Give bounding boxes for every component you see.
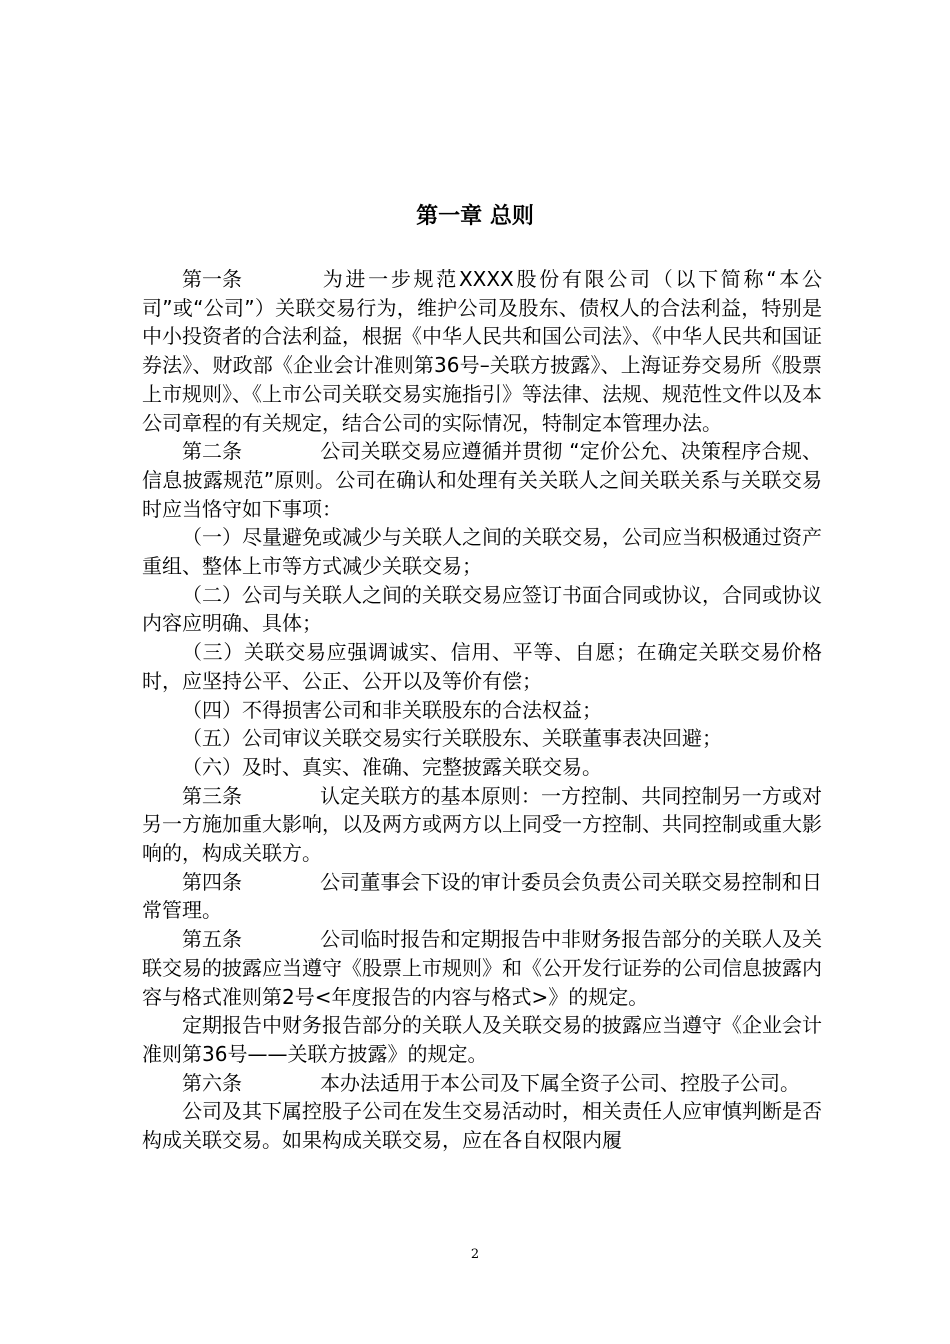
paragraph-text: （二）公司与关联人之间的关联交易应签订书面合同或协议，合同或协议内容应明确、具体；	[142, 582, 822, 636]
paragraph-text: 公司及其下属控股子公司在发生交易活动时，相关责任人应审慎判断是否构成关联交易。如果构成关联交易，应在各自权限内履	[142, 1099, 822, 1153]
article-paragraph	[142, 265, 822, 437]
list-paragraph	[142, 638, 822, 695]
article-label: 第三条	[182, 783, 242, 808]
page-number: 2	[470, 1247, 480, 1262]
article-label: 第四条	[182, 869, 242, 894]
article-label: 第一条	[182, 267, 242, 291]
paragraph-text: （三）关联交易应强调诚实、信用、平等、自愿；在确定关联交易价格时，应坚持公平、公正、公开以及等价有偿；	[142, 640, 822, 693]
list-paragraph	[142, 581, 822, 638]
article-label: 第五条	[182, 927, 242, 952]
list-paragraph	[142, 696, 822, 725]
list-paragraph	[142, 724, 822, 753]
article-paragraph	[142, 437, 822, 523]
paragraph-text: 定期报告中财务报告部分的关联人及关联交易的披露应当遵守《企业会计准则第36号——关联方披露》的规定。	[142, 1013, 822, 1066]
list-paragraph	[142, 523, 822, 580]
article-label: 第六条	[182, 1070, 242, 1095]
paragraph-text: 公司关联交易应遵循并贯彻 “定价公允、决策程序合规、信息披露规范”原则。公司在确认和处理有关关联人之间关联关系与关联交易时应当恪守如下事项：	[142, 439, 822, 521]
paragraph-text: 认定关联方的基本原则：一方控制、共同控制另一方或对另一方施加重大影响，以及两方或两方以上同受一方控制、共同控制或重大影响的，构成关联方。	[142, 783, 822, 866]
article-paragraph	[142, 925, 822, 1011]
paragraph-text: 公司临时报告和定期报告中非财务报告部分的关联人及关联交易的披露应当遵守《股票上市规则》和《公开发行证券的公司信息披露内容与格式准则第2号<年度报告的内容与格式>》的规定。	[142, 927, 822, 1009]
paragraph-text: （四）不得损害公司和非关联股东的合法权益；	[182, 697, 602, 722]
article-paragraph	[142, 1069, 822, 1098]
chapter-title: 第一章 总则	[416, 204, 534, 229]
plain-paragraph	[142, 1011, 822, 1068]
article-label: 第二条	[182, 439, 242, 464]
list-paragraph	[142, 753, 822, 782]
paragraph-text: 公司董事会下设的审计委员会负责公司关联交易控制和日常管理。	[142, 869, 822, 923]
paragraph-text: （六）及时、真实、准确、完整披露关联交易。	[182, 754, 602, 779]
article-paragraph	[142, 868, 822, 925]
document-body	[142, 265, 822, 1155]
paragraph-text: （一）尽量避免或减少与关联人之间的关联交易，公司应当积极通过资产重组、整体上市等方式减少关联交易；	[142, 525, 822, 579]
article-paragraph	[142, 782, 822, 868]
plain-paragraph	[142, 1097, 822, 1154]
paragraph-text: 为进一步规范XXXX股份有限公司（以下简称“本公司”或“公司”）关联交易行为，维护公司及股东、债权人的合法利益，特别是中小投资者的合法利益，根据《中华人民共和国公司法》、《中华人民共和国证券法》、财政部《企业会计准则第36号–关联方披露》、上海证券交易所《股票上市规则》、《上市公司关联交易实施指引》等法律、法规、规范性文件以及本公司章程的有关规定，结合公司的实际情况，特制定本管理办法。	[142, 267, 822, 435]
paragraph-text: （五）公司审议关联交易实行关联股东、关联董事表决回避；	[182, 726, 722, 751]
paragraph-text: 本办法适用于本公司及下属全资子公司、控股子公司。	[320, 1070, 800, 1095]
